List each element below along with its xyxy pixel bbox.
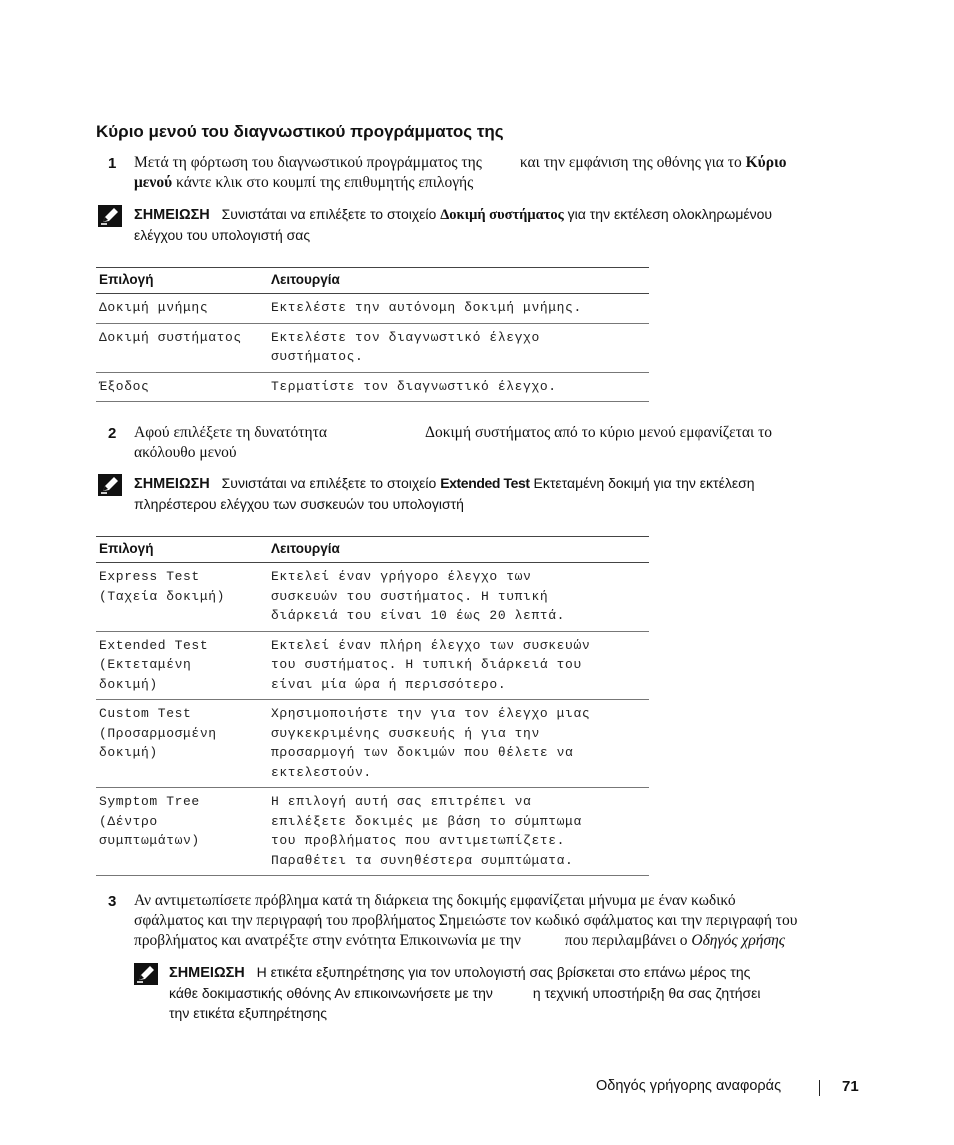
- option-text: δοκιμή): [99, 745, 158, 760]
- step-2-line1-a: Αφού επιλέξετε τη δυνατότητα: [134, 424, 327, 441]
- table-header-row: [96, 537, 649, 563]
- footer-title: Οδηγός γρήγορης αναφοράς: [596, 1078, 782, 1094]
- note-1-line1-bold: Δοκιμή συστήματος: [440, 207, 564, 223]
- function-cell: [268, 631, 649, 700]
- step-3-line3-italic: Οδηγός χρήσης: [691, 932, 786, 949]
- option-cell: [96, 294, 268, 324]
- step-1-text: [134, 153, 864, 193]
- option-text: Δοκιμή μνήμης: [99, 300, 209, 315]
- step-3-line2: σφάλματος και την περιγραφή του προβλήματος Σημειώστε τον κωδικό σφάλματος και την περιγραφή του: [134, 912, 798, 929]
- option-text: δοκιμή): [99, 676, 158, 692]
- table-row: [96, 788, 649, 876]
- option-text: Express Test: [99, 569, 200, 584]
- function-text: είναι μία ώρα ή περισσότερο.: [271, 676, 507, 692]
- function-cell: [268, 323, 649, 372]
- step-2-text: [134, 423, 864, 463]
- option-text: Έξοδος: [99, 378, 150, 394]
- function-text: επιλέξετε δοκιμές με βάση το σύμπτωμα: [271, 813, 582, 829]
- note-2: [134, 473, 874, 514]
- options-table-2: [96, 536, 649, 876]
- option-text: Δοκιμή συστήματος: [99, 329, 242, 345]
- note-3: [169, 962, 869, 1023]
- note-3-line2-b: η τεχνική υποστήριξη θα σας ζητήσει: [532, 985, 761, 1001]
- note-pencil-icon: [98, 474, 120, 494]
- step-1-line1-a: Μετά τη φόρτωση του διαγνωστικού προγράμματος της: [134, 154, 482, 171]
- table-header-function: Λειτουργία: [268, 268, 649, 294]
- table-row: [96, 563, 649, 632]
- step-2-line2: ακόλουθο μενού: [134, 444, 237, 461]
- function-text: Εκτελέστε την αυτόνομη δοκιμή μνήμης.: [271, 300, 582, 315]
- table-row: [96, 323, 649, 372]
- note-1-line2: ελέγχου του υπολογιστή σας: [134, 227, 311, 243]
- options-table-1: [96, 267, 649, 402]
- function-text: Εκτελεί έναν γρήγορο έλεγχο των: [271, 569, 532, 584]
- note-2-label: ΣΗΜΕΙΩΣΗ: [134, 476, 210, 492]
- option-text: (Εκτεταμένη: [99, 657, 192, 672]
- note-3-line3: την ετικέτα εξυπηρέτησης: [169, 1005, 327, 1021]
- function-text: συσκευών του συστήματος. Η τυπική: [271, 588, 549, 604]
- option-text: (Δέντρο: [99, 813, 158, 829]
- note-2-line1-b: Εκτεταμένη δοκιμή για την εκτέλεση: [529, 475, 755, 491]
- note-2-line1-bold: Extended Test: [440, 475, 530, 491]
- option-text: (Ταχεία δοκιμή): [99, 588, 226, 604]
- function-text: Τερματίστε τον διαγνωστικό έλεγχο.: [271, 378, 557, 394]
- function-text: Χρησιμοποιήστε την για τον έλεγχο μιας: [271, 706, 591, 721]
- table-row: [96, 372, 649, 402]
- function-text: του συστήματος. Η τυπική διάρκειά του: [271, 657, 582, 672]
- step-1-line1-bold: Κύριο: [745, 154, 787, 171]
- option-text: Extended Test: [99, 637, 209, 653]
- option-text: Symptom Tree: [99, 794, 200, 809]
- option-cell: [96, 372, 268, 402]
- function-cell: [268, 294, 649, 324]
- table-header-function: Λειτουργία: [268, 537, 649, 563]
- table-row: [96, 631, 649, 700]
- step-3-line3-b: που περιλαμβάνει ο: [564, 932, 688, 949]
- step-3-number: 3: [108, 893, 117, 910]
- step-1-line1-b: και την εμφάνιση της οθόνης για το: [519, 154, 742, 171]
- note-pencil-icon: [134, 963, 156, 983]
- step-1-line2-rest: κάντε κλικ στο κουμπί της επιθυμητής επιλογής: [172, 174, 474, 191]
- function-text: Παραθέτει τα συνηθέστερα συμπτώματα.: [271, 852, 574, 868]
- function-text: Εκτελέστε τον διαγνωστικό έλεγχο: [271, 329, 540, 345]
- option-text: συμπτωμάτων): [99, 833, 200, 848]
- function-text: διάρκειά του είναι 10 έως 20 λεπτά.: [271, 608, 566, 623]
- note-2-line1-a: Συνιστάται να επιλέξετε το στοιχείο: [221, 475, 437, 491]
- function-text: συγκεκριμένης συσκευής ή για την: [271, 725, 540, 741]
- table-header-option: Επιλογή: [96, 268, 268, 294]
- function-text: Η επιλογή αυτή σας επιτρέπει να: [271, 794, 532, 809]
- table-row: [96, 294, 649, 324]
- function-cell: [268, 563, 649, 632]
- step-3-text: [134, 891, 874, 951]
- step-1-line2-bold: μενού: [134, 174, 173, 191]
- note-pencil-icon: [98, 205, 120, 225]
- option-text: (Προσαρμοσμένη: [99, 725, 217, 741]
- option-cell: [96, 788, 268, 876]
- note-3-line1: Η ετικέτα εξυπηρέτησης για τον υπολογιστή σας βρίσκεται στο επάνω μέρος της: [256, 964, 751, 980]
- option-cell: [96, 700, 268, 788]
- table-header-option: Επιλογή: [96, 537, 268, 563]
- table-row: [96, 700, 649, 788]
- note-1-label: ΣΗΜΕΙΩΣΗ: [134, 207, 210, 223]
- option-cell: [96, 323, 268, 372]
- note-2-line2: πληρέστερου ελέγχου των συσκευών του υπολογιστή: [134, 496, 464, 512]
- section-heading: Κύριο μενού του διαγνωστικού προγράμματος της: [96, 122, 504, 141]
- option-text: Custom Test: [99, 706, 192, 721]
- step-3-line3-a: προβλήματος και ανατρέξτε στην ενότητα Επικοινωνία με την: [134, 932, 521, 949]
- function-cell: [268, 372, 649, 402]
- step-3-line1: Αν αντιμετωπίσετε πρόβλημα κατά τη διάρκεια της δοκιμής εμφανίζεται μήνυμα με έναν κωδικό: [134, 892, 736, 909]
- note-1-line1-a: Συνιστάται να επιλέξετε το στοιχείο: [221, 206, 437, 222]
- page-number: 71: [842, 1078, 859, 1095]
- step-2-line1-b: Δοκιμή συστήματος από το κύριο μενού εμφανίζεται το: [424, 424, 773, 441]
- table-header-row: [96, 268, 649, 294]
- function-text: του προβλήματος που αντιμετωπίζετε.: [271, 833, 566, 848]
- footer-divider: [819, 1080, 820, 1096]
- function-text: εκτελεστούν.: [271, 764, 372, 780]
- function-text: προσαρμογή των δοκιμών που θέλετε να: [271, 745, 574, 760]
- step-1-number: 1: [108, 155, 117, 172]
- function-cell: [268, 788, 649, 876]
- function-text: Εκτελεί έναν πλήρη έλεγχο των συσκευών: [271, 637, 591, 653]
- note-3-label: ΣΗΜΕΙΩΣΗ: [169, 965, 245, 981]
- note-1-line1-b: για την εκτέλεση ολοκληρωμένου: [567, 206, 773, 222]
- note-1: [134, 204, 874, 245]
- function-cell: [268, 700, 649, 788]
- function-text: συστήματος.: [271, 349, 364, 364]
- option-cell: [96, 631, 268, 700]
- option-cell: [96, 563, 268, 632]
- note-3-line2-a: κάθε δοκιμαστικής οθόνης Αν επικοινωνήσετε με την: [169, 985, 493, 1001]
- step-2-number: 2: [108, 425, 117, 442]
